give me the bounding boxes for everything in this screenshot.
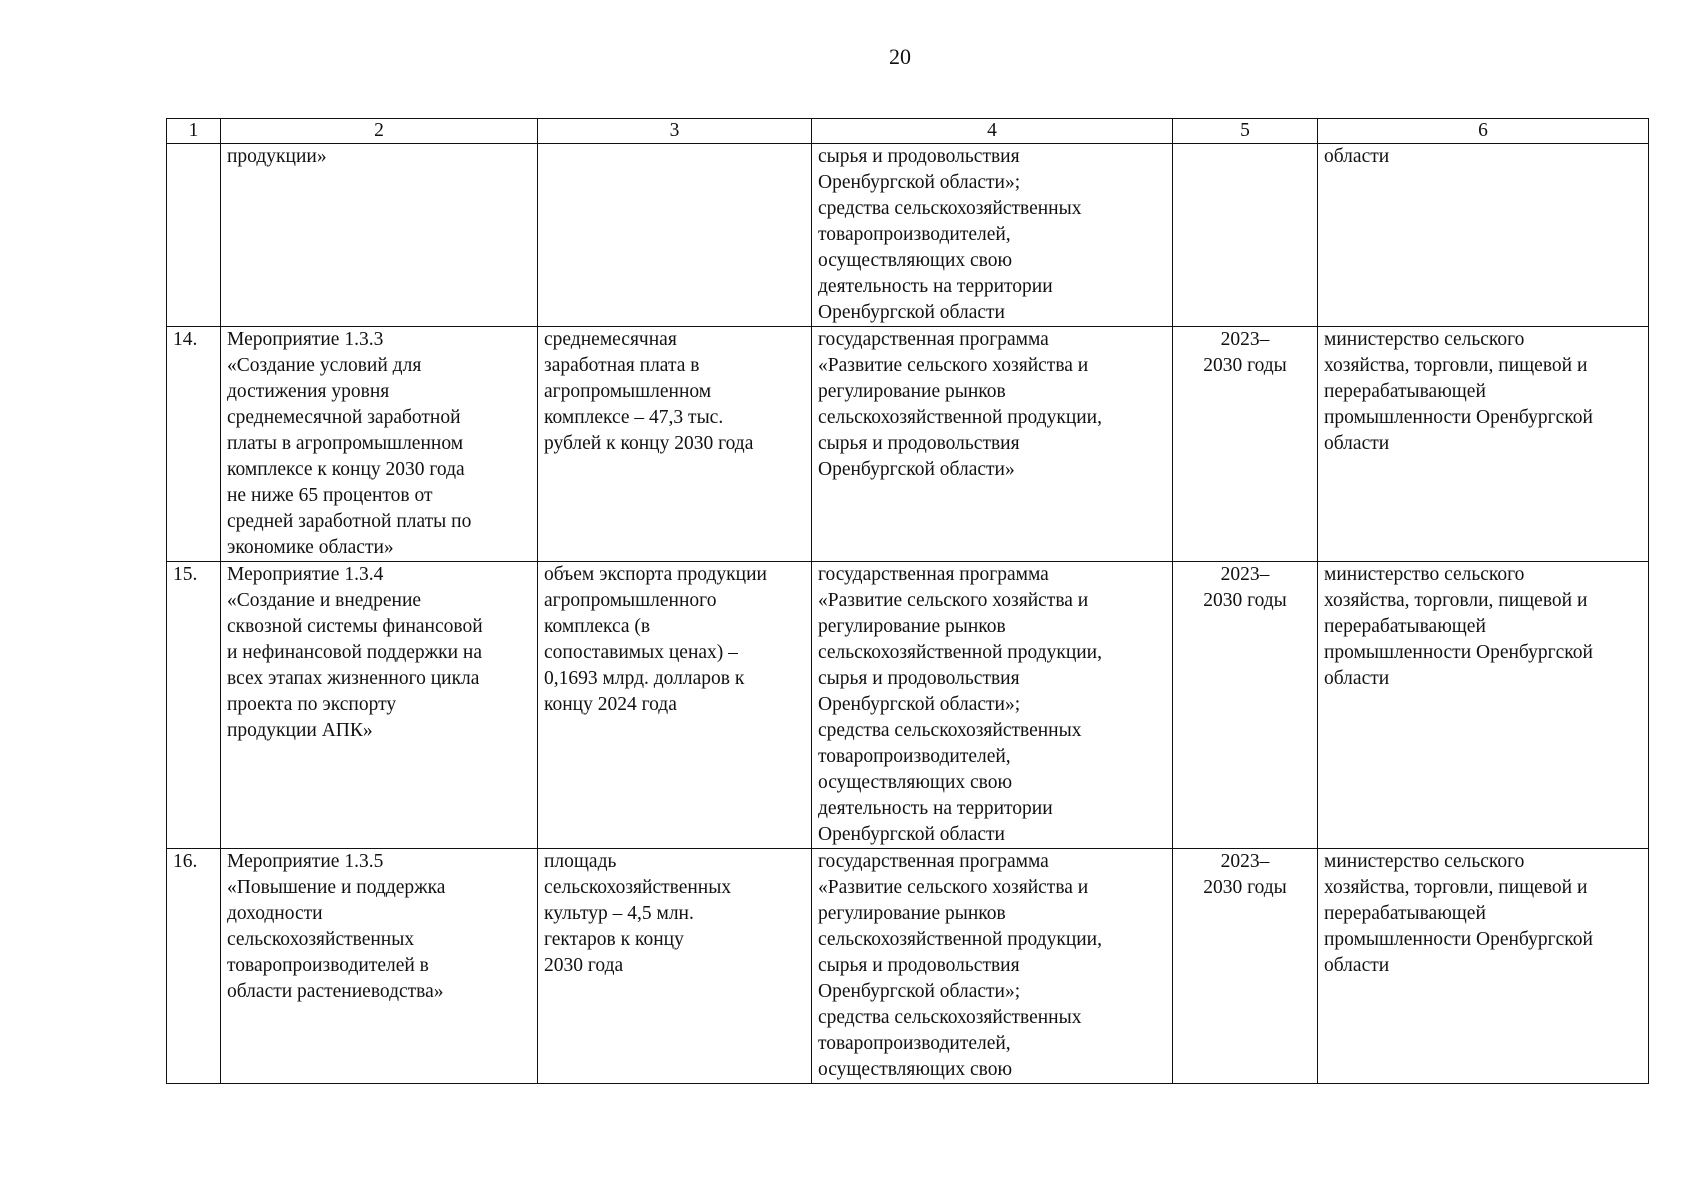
indicator-cell: площадь сельскохозяйственных культур – 4,5 млн. гектаров к концу 2030 года [538,849,812,1084]
table-header-row [167,119,1649,144]
measures-table [166,118,1649,1084]
executor-cell: министерство сельского хозяйства, торговли, пищевой и перерабатывающей промышленности Оренбургской области [1318,327,1649,562]
funding-source-cell: государственная программа «Развитие сельского хозяйства и регулирование рынков сельскохозяйственной продукции, сырья и продовольствия Оренбургской области»; средства сельскохозяйственных товаропроизводителей, осуществляющих свою [812,849,1173,1084]
period-cell: 2023– 2030 годы [1173,327,1318,562]
event-cell: Мероприятие 1.3.5 «Повышение и поддержка доходности сельскохозяйственных товаропроизводителей в области растениеводства» [221,849,538,1084]
row-number-cell: 14. [167,327,221,562]
funding-source-cell: сырья и продовольствия Оренбургской области»; средства сельскохозяйственных товаропроизводителей, осуществляющих свою деятельность на территории Оренбургской области [812,144,1173,327]
row-number-cell: 16. [167,849,221,1084]
funding-source-cell: государственная программа «Развитие сельского хозяйства и регулирование рынков сельскохозяйственной продукции, сырья и продовольствия Оренбургской области» [812,327,1173,562]
column-header: 4 [812,119,1173,144]
executor-cell: области [1318,144,1649,327]
period-cell: 2023– 2030 годы [1173,849,1318,1084]
column-header: 2 [221,119,538,144]
indicator-cell: среднемесячная заработная плата в агропромышленном комплексе – 47,3 тыс. рублей к концу 2030 года [538,327,812,562]
table-row [167,849,1649,1084]
row-number-cell: 15. [167,562,221,849]
event-cell: продукции» [221,144,538,327]
event-cell: Мероприятие 1.3.4 «Создание и внедрение сквозной системы финансовой и нефинансовой поддержки на всех этапах жизненного цикла проекта по экспорту продукции АПК» [221,562,538,849]
page-number: 20 [889,44,911,69]
indicator-cell [538,144,812,327]
executor-cell: министерство сельского хозяйства, торговли, пищевой и перерабатывающей промышленности Оренбургской области [1318,562,1649,849]
indicator-cell: объем экспорта продукции агропромышленного комплекса (в сопоставимых ценах) – 0,1693 млрд. долларов к концу 2024 года [538,562,812,849]
column-header: 1 [167,119,221,144]
event-cell: Мероприятие 1.3.3 «Создание условий для достижения уровня среднемесячной заработной платы в агропромышленном комплексе к концу 2030 года не ниже 65 процентов от средней заработной платы по экономике области» [221,327,538,562]
table-row [167,144,1649,327]
column-header: 5 [1173,119,1318,144]
period-cell: 2023– 2030 годы [1173,562,1318,849]
row-number-cell [167,144,221,327]
period-cell [1173,144,1318,327]
table-row [167,327,1649,562]
column-header: 3 [538,119,812,144]
executor-cell: министерство сельского хозяйства, торговли, пищевой и перерабатывающей промышленности Оренбургской области [1318,849,1649,1084]
column-header: 6 [1318,119,1649,144]
table-row [167,562,1649,849]
funding-source-cell: государственная программа «Развитие сельского хозяйства и регулирование рынков сельскохозяйственной продукции, сырья и продовольствия Оренбургской области»; средства сельскохозяйственных товаропроизводителей, осуществляющих свою деятельность на территории Оренбургской области [812,562,1173,849]
